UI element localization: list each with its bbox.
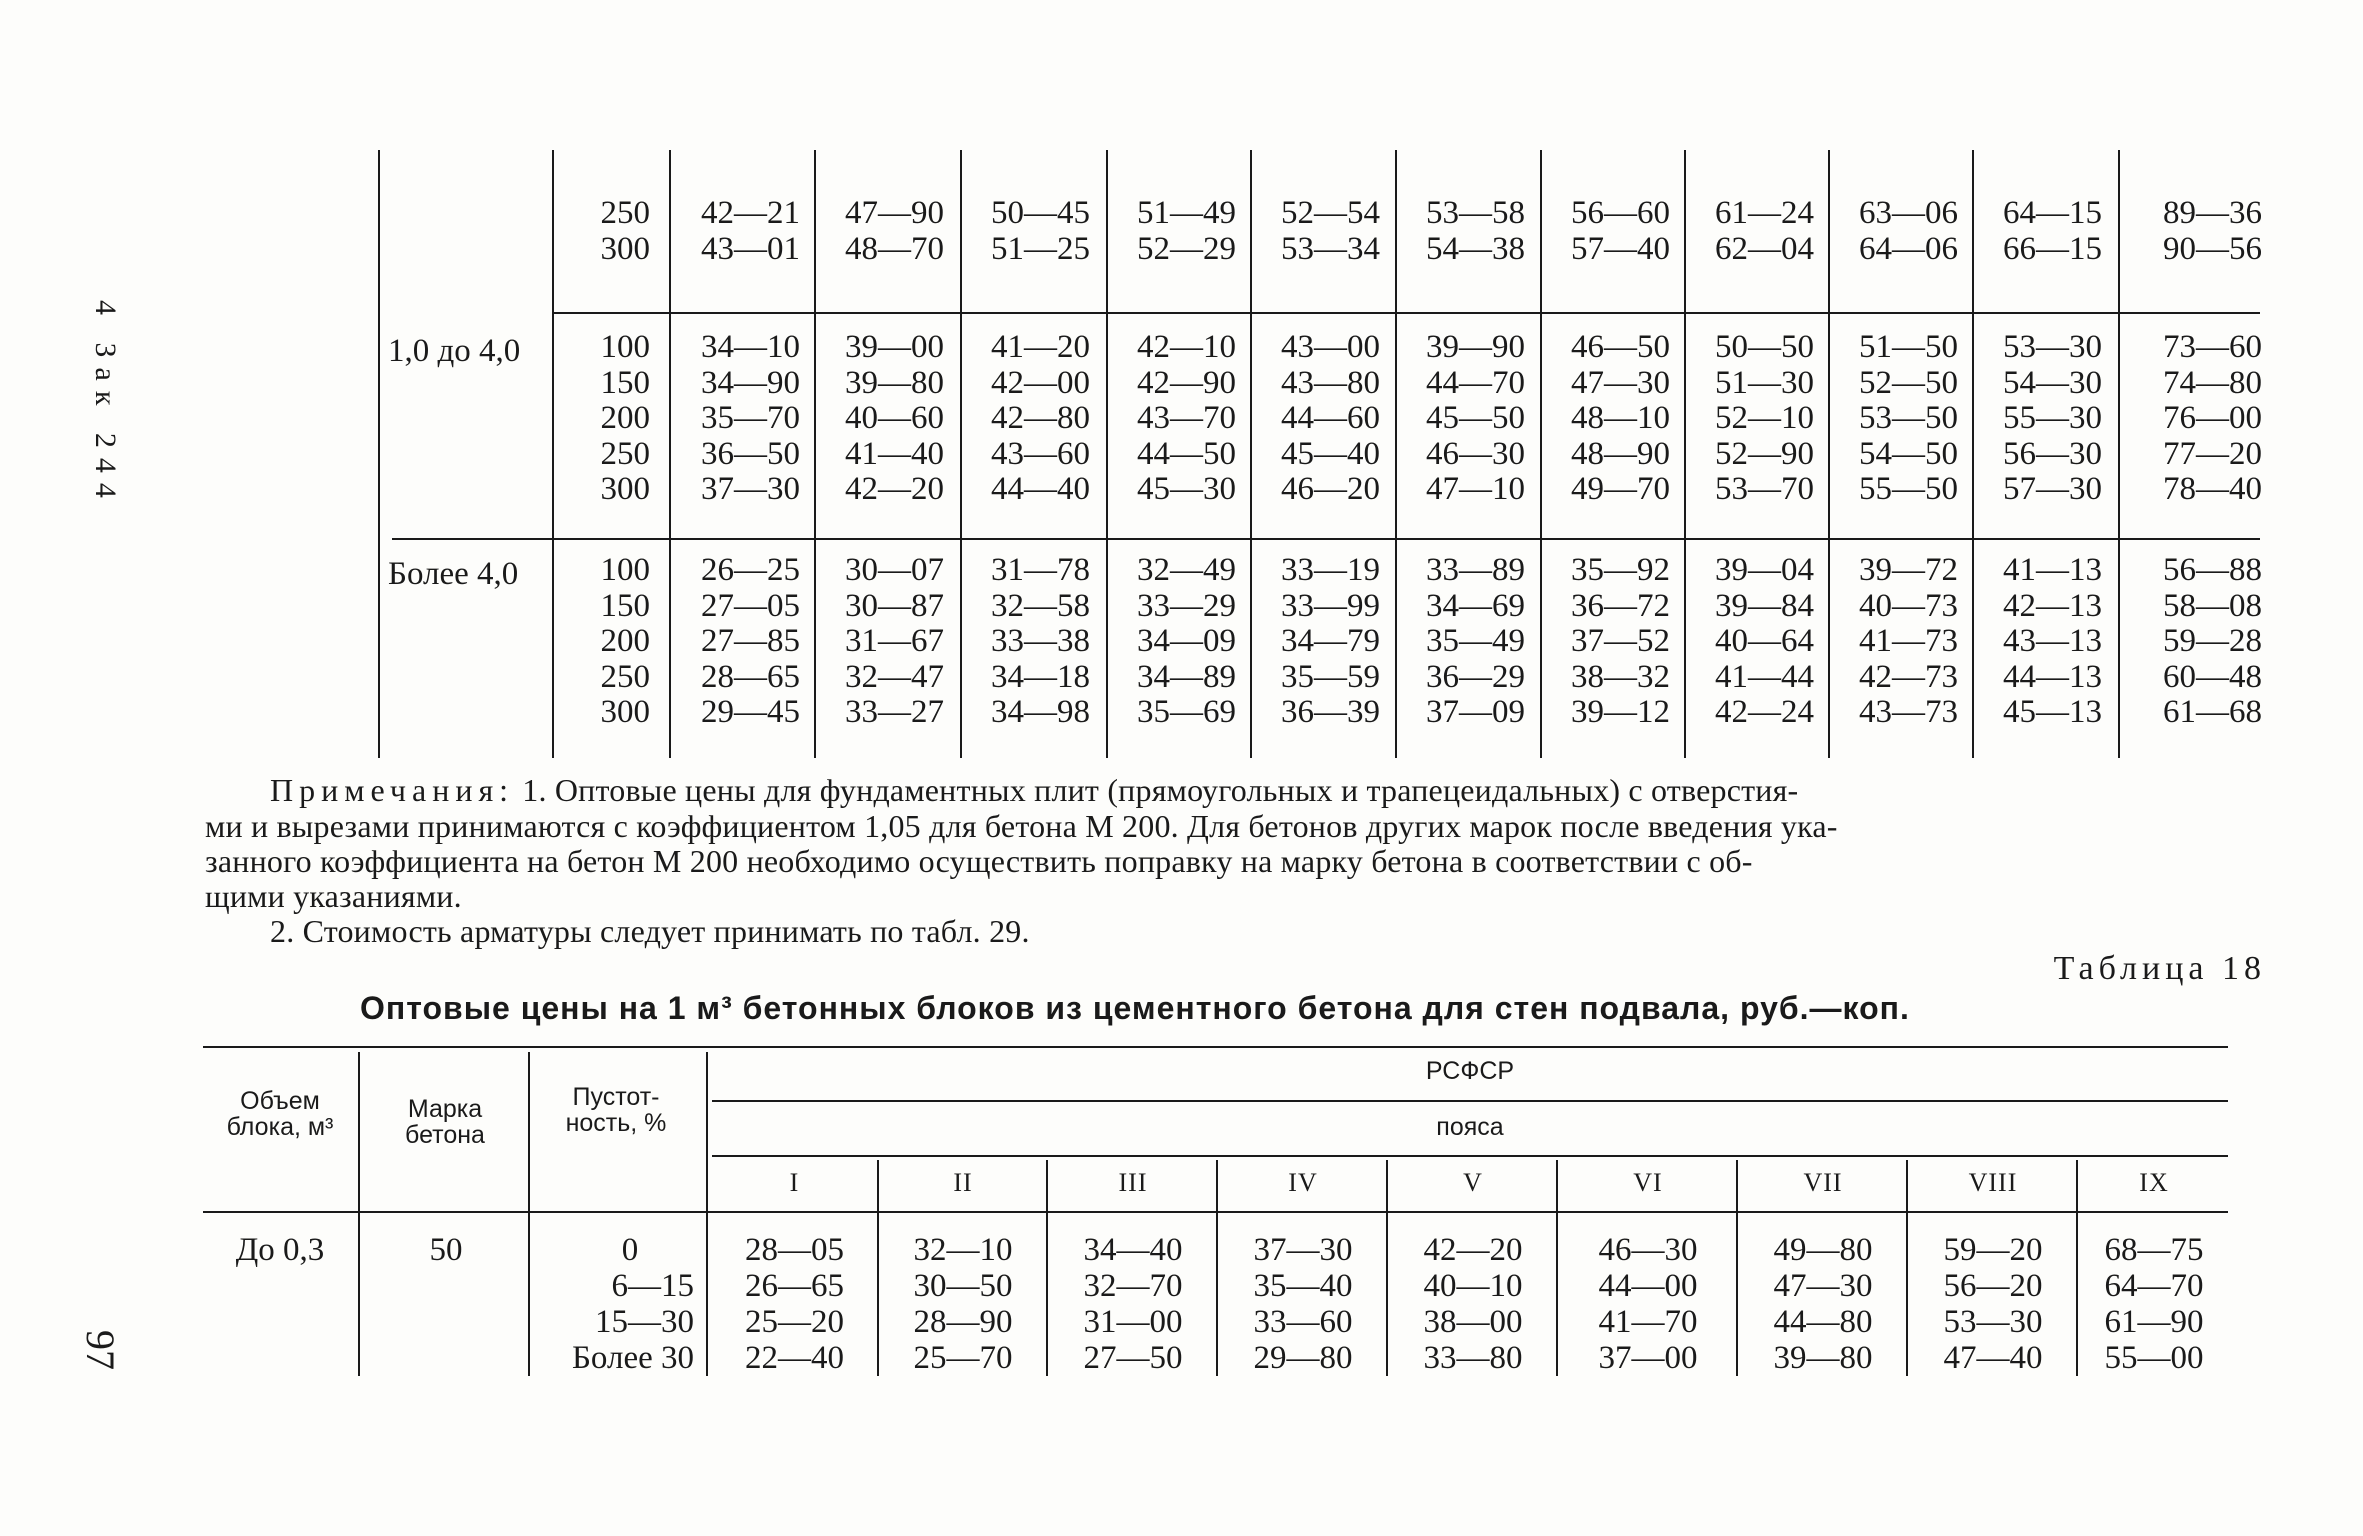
note-line-3: занного коэффициента на бетон М 200 необходимо осуществить поправку на марку бетона в соответствии с об-: [205, 843, 1753, 879]
t18-top-rule: [203, 1046, 2228, 1048]
margin-order-note: 4 Зак 244: [89, 300, 122, 508]
price-cell: 41—20 42—00 42—80 43—60 44—40: [991, 329, 1090, 507]
voids-cell: 0 6—15 15—30 Более 30: [571, 1232, 694, 1376]
price-cell: 64—15 66—15: [2003, 195, 2102, 267]
price-cell: 39—72 40—73 41—73 42—73 43—73: [1859, 552, 1958, 730]
upper-table-group-rule: [552, 312, 2260, 314]
price-cell: 43—00 43—80 44—60 45—40 46—20: [1281, 329, 1380, 507]
zone-header: VIII: [1968, 1168, 2018, 1197]
upper-table-left-rule: [378, 150, 380, 758]
header-voids: Пустот-ность, %: [565, 1083, 667, 1137]
price-cell: 39—90 44—70 45—50 46—30 47—10: [1426, 329, 1525, 507]
price-cell: 34—10 34—90 35—70 36—50 37—30: [701, 329, 800, 507]
price-cell: 28—05 26—65 25—20 22—40: [745, 1232, 844, 1376]
upper-table-group-rule: [392, 538, 2260, 540]
price-cell: 42—20 40—10 38—00 33—80: [1423, 1232, 1523, 1376]
price-cell: 39—04 39—84 40—64 41—44 42—24: [1715, 552, 1814, 730]
t18-zone-rule: [1906, 1160, 1908, 1376]
price-cell: 32—49 33—29 34—09 34—89 35—69: [1137, 552, 1236, 730]
upper-table-col-rule: [1684, 150, 1686, 758]
price-cell: 46—30 44—00 41—70 37—00: [1598, 1232, 1698, 1376]
mark-cell: 250 300: [600, 195, 650, 267]
upper-table-col-rule: [1395, 150, 1397, 758]
t18-zone-rule: [1736, 1160, 1738, 1376]
price-cell: 42—21 43—01: [701, 195, 800, 267]
upper-table-col-rule: [669, 150, 671, 758]
upper-table-col-rule: [1106, 150, 1108, 758]
upper-table-col-rule: [1972, 150, 1974, 758]
price-cell: 39—00 39—80 40—60 41—40 42—20: [845, 329, 944, 507]
t18-col-rule: [706, 1052, 708, 1376]
price-cell: 33—19 33—99 34—79 35—59 36—39: [1281, 552, 1380, 730]
zone-header: IX: [2139, 1168, 2169, 1197]
price-cell: 32—10 30—50 28—90 25—70: [913, 1232, 1013, 1376]
upper-table-col-rule: [1540, 150, 1542, 758]
t18-zone-rule: [877, 1160, 879, 1376]
price-cell: 68—75 64—70 61—90 55—00: [2104, 1232, 2204, 1376]
t18-rsfsr-rule: [712, 1100, 2228, 1102]
price-cell: 50—50 51—30 52—10 52—90 53—70: [1715, 329, 1814, 507]
t18-zone-rule: [1556, 1160, 1558, 1376]
zone-header: III: [1118, 1168, 1148, 1197]
price-cell: 26—25 27—05 27—85 28—65 29—45: [701, 552, 800, 730]
t18-zone-rule: [1046, 1160, 1048, 1376]
upper-table-mark-rule: [552, 150, 554, 758]
zone-header: IV: [1288, 1168, 1318, 1197]
header-mark: Марка бетона: [405, 1095, 485, 1149]
t18-zone-rule: [1386, 1160, 1388, 1376]
notes-heading: Примечания:: [270, 772, 515, 808]
price-cell: 49—80 47—30 44—80 39—80: [1773, 1232, 1873, 1376]
mark-cell: 100 150 200 250 300: [600, 329, 650, 507]
mark-cell: 100 150 200 250 300: [600, 552, 650, 730]
price-cell: 46—50 47—30 48—10 48—90 49—70: [1571, 329, 1670, 507]
price-cell: 52—54 53—34: [1281, 195, 1380, 267]
upper-table-col-rule: [1828, 150, 1830, 758]
price-cell: 47—90 48—70: [845, 195, 944, 267]
mark-cell: 50: [429, 1232, 463, 1268]
volume-cell: До 0,3: [235, 1232, 325, 1268]
header-volume: Объем блока, м³: [226, 1087, 334, 1141]
note-line-1: Примечания: 1. Оптовые цены для фундаментных плит (прямоугольных и трапецеидальных) с отверстия-: [270, 772, 1799, 808]
t18-zone-rule: [1216, 1160, 1218, 1376]
group-label-over-4: Более 4,0: [388, 556, 519, 592]
note-line-4: щими указаниями.: [205, 878, 462, 914]
note-line-5: 2. Стоимость арматуры следует принимать по табл. 29.: [270, 913, 1030, 949]
price-cell: 51—50 52—50 53—50 54—50 55—50: [1859, 329, 1958, 507]
price-cell: 61—24 62—04: [1715, 195, 1814, 267]
zone-header: I: [789, 1168, 800, 1197]
upper-table-col-rule: [1250, 150, 1252, 758]
table-title: Оптовые цены на 1 м³ бетонных блоков из цементного бетона для стен подвала, руб.—коп.: [360, 990, 1910, 1026]
group-label-1-4: 1,0 до 4,0: [388, 333, 521, 369]
t18-zone-rule: [2076, 1160, 2078, 1376]
price-cell: 56—88 58—08 59—28 60—48 61—68: [2163, 552, 2262, 730]
price-cell: 41—13 42—13 43—13 44—13 45—13: [2003, 552, 2102, 730]
price-cell: 59—20 56—20 53—30 47—40: [1943, 1232, 2043, 1376]
price-cell: 50—45 51—25: [991, 195, 1090, 267]
price-cell: 73—60 74—80 76—00 77—20 78—40: [2163, 329, 2262, 507]
price-cell: 63—06 64—06: [1859, 195, 1958, 267]
price-cell: 31—78 32—58 33—38 34—18 34—98: [991, 552, 1090, 730]
price-cell: 51—49 52—29: [1137, 195, 1236, 267]
price-cell: 56—60 57—40: [1571, 195, 1670, 267]
price-cell: 34—40 32—70 31—00 27—50: [1083, 1232, 1183, 1376]
note-line-2: ми и вырезами принимаются с коэффициентом 1,05 для бетона М 200. Для бетонов других марок после введения ука-: [205, 808, 1838, 844]
price-cell: 53—58 54—38: [1426, 195, 1525, 267]
price-cell: 35—92 36—72 37—52 38—32 39—12: [1571, 552, 1670, 730]
upper-table-col-rule: [814, 150, 816, 758]
upper-table-col-rule: [2118, 150, 2120, 758]
price-cell: 37—30 35—40 33—60 29—80: [1253, 1232, 1353, 1376]
price-cell: 33—89 34—69 35—49 36—29 37—09: [1426, 552, 1525, 730]
price-cell: 89—36 90—56: [2163, 195, 2262, 267]
price-cell: 30—07 30—87 31—67 32—47 33—27: [845, 552, 944, 730]
header-rsfsr: РСФСР: [1425, 1057, 1515, 1085]
price-cell: 53—30 54—30 55—30 56—30 57—30: [2003, 329, 2102, 507]
zone-header: VII: [1803, 1168, 1843, 1197]
t18-belts-rule: [712, 1155, 2228, 1157]
table-number: Таблица 18: [2053, 950, 2266, 987]
zone-header: V: [1463, 1168, 1483, 1197]
t18-col-rule: [358, 1052, 360, 1376]
upper-table-col-rule: [960, 150, 962, 758]
price-cell: 42—10 42—90 43—70 44—50 45—30: [1137, 329, 1236, 507]
page-number: 97: [78, 1330, 123, 1370]
zone-header: VI: [1633, 1168, 1663, 1197]
header-belts: пояса: [1436, 1113, 1504, 1141]
zone-header: II: [953, 1168, 973, 1197]
